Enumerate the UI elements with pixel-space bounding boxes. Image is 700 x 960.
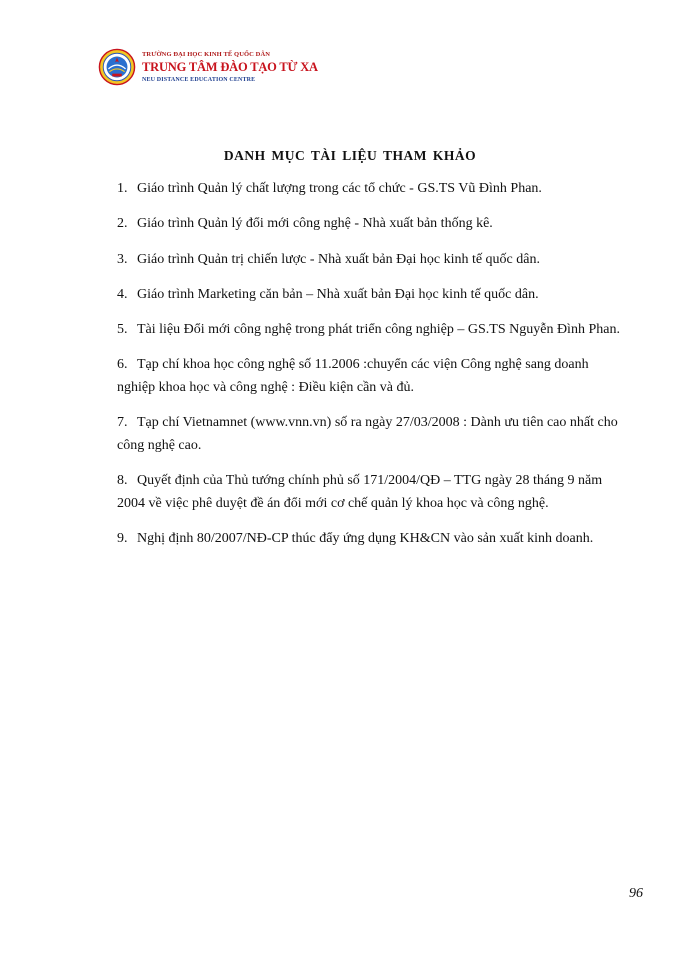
- reference-item: [117, 528, 629, 551]
- reference-number: 4.: [117, 286, 128, 302]
- reference-item: [117, 412, 629, 457]
- reference-item: [117, 178, 629, 201]
- page-header: [98, 46, 318, 88]
- reference-text: Giáo trình Marketing căn bản – Nhà xuất bản Đại học kinh tế quốc dân.: [137, 286, 539, 302]
- reference-text: Nghị định 80/2007/NĐ-CP thúc đẩy ứng dụng KH&CN vào sản xuất kinh doanh.: [137, 530, 594, 546]
- page-title: DANH MỤC TÀI LIỆU THAM KHẢO: [223, 148, 477, 163]
- reference-text: Giáo trình Quản lý chất lượng trong các tổ chức - GS.TS Vũ Đình Phan.: [137, 181, 542, 196]
- reference-number: 9.: [117, 530, 128, 546]
- reference-item: [117, 284, 629, 307]
- reference-item: [117, 470, 629, 515]
- reference-number: 6.: [117, 357, 128, 373]
- reference-text: Tài liệu Đổi mới công nghệ trong phát triển công nghiệp – GS.TS Nguyễn Đình Phan.: [137, 322, 620, 338]
- reference-number: 2.: [117, 216, 128, 232]
- reference-item: [117, 213, 629, 236]
- reference-text: Tạp chí Vietnamnet (www.vnn.vn) số ra ngày 27/03/2008 : Dành ưu tiên cao nhất cho công nghệ cao.: [117, 415, 618, 453]
- neu-emblem-icon: [98, 48, 136, 86]
- reference-item: [117, 319, 629, 342]
- reference-text: Giáo trình Quản lý đổi mới công nghệ - Nhà xuất bản thống kê.: [137, 216, 493, 232]
- page-number: 96: [629, 886, 643, 901]
- reference-item: [117, 249, 629, 272]
- reference-text: Quyết định của Thủ tướng chính phủ số 171/2004/QĐ – TTG ngày 28 tháng 9 năm 2004 về việc phê duyệt đề án đổi mới cơ chế quản lý khoa học và công nghệ.: [117, 473, 603, 511]
- centre-name-english: NEU DISTANCE EDUCATION CENTRE: [142, 76, 256, 83]
- reference-text: Giáo trình Quản trị chiến lược - Nhà xuất bản Đại học kinh tế quốc dân.: [137, 251, 540, 267]
- centre-name: TRUNG TÂM ĐÀO TẠO TỪ XA: [142, 60, 318, 74]
- reference-number: 8.: [117, 473, 128, 489]
- university-name: TRƯỜNG ĐẠI HỌC KINH TẾ QUỐC DÂN: [142, 50, 271, 58]
- reference-number: 5.: [117, 322, 128, 338]
- reference-item: [117, 354, 629, 399]
- reference-number: 7.: [117, 415, 128, 431]
- reference-list: [117, 178, 629, 563]
- reference-number: 3.: [117, 251, 128, 267]
- reference-text: Tạp chí khoa học công nghệ số 11.2006 :chuyển các viện Công nghệ sang doanh nghiệp khoa học và công nghệ : Điều kiện cần và đủ.: [117, 357, 589, 395]
- reference-number: 1.: [117, 181, 128, 196]
